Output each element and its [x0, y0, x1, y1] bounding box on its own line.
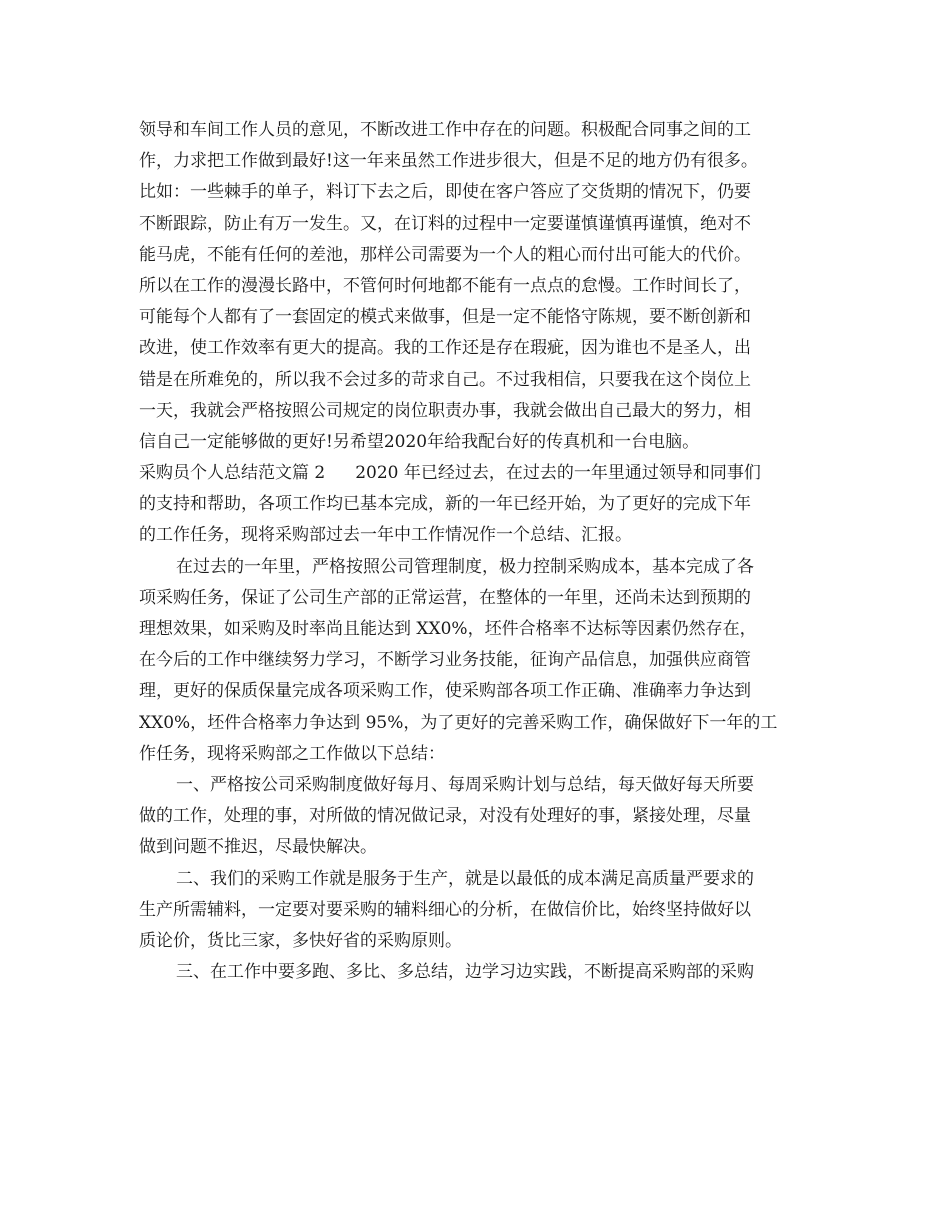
text-line: 作，力求把工作做到最好!这一年来虽然工作进步很大，但是不足的地方仍有很多。 [139, 151, 758, 172]
text-line: 领导和车间工作人员的意见，不断改进工作中存在的问题。积极配合同事之间的工 [139, 120, 751, 140]
document-body [139, 115, 829, 988]
heading-line [139, 458, 829, 489]
text-line: 三、在工作中要多跑、多比、多总结，边学习边实践，不断提高采购部的采购 [176, 962, 754, 983]
text-line: 在过去的一年里，严格按照公司管理制度，极力控制采购成本，基本完成了各 [176, 556, 754, 577]
text-line: 二、我们的采购工作就是服务于生产，就是以最低的成本满足高质量严要求的 [176, 868, 754, 889]
text-line: 比如：一些棘手的单子，料订下去之后，即使在客户答应了交货期的情况下，仍要 [139, 182, 751, 203]
text-line: 做到问题不推迟，尽最快解决。 [139, 837, 377, 858]
text-line: 质论价，货比三家，多快好省的采购原则。 [139, 930, 462, 951]
section-heading: 采购员个人总结范文篇 2 [139, 463, 326, 484]
text-line: 一、严格按公司采购制度做好每月、每周采购计划与总结，每天做好每天所要 [176, 774, 754, 795]
text-line: 的工作任务，现将采购部过去一年中工作情况作一个总结、汇报。 [139, 525, 632, 546]
text-line: XX0%，坯件合格率力争达到 95%，为了更好的完善采购工作，确保做好下一年的工 [139, 712, 778, 733]
text-line: 理想效果，如采购及时率尚且能达到 XX0%，坯件合格率不达标等因素仍然存在， [139, 619, 757, 639]
text-line: 做的工作，处理的事，对所做的情况做记录，对没有处理好的事，紧接处理，尽量 [139, 806, 751, 827]
text-line: 项采购任务，保证了公司生产部的正常运营，在整体的一年里，还尚未达到预期的 [139, 587, 751, 608]
text-line: 不断跟踪，防止有万一发生。又，在订料的过程中一定要谨慎谨慎再谨慎，绝对不 [139, 213, 751, 234]
text-line: 作任务，现将采购部之工作做以下总结： [139, 743, 445, 764]
text-line: 一天，我就会严格按照公司规定的岗位职责办事，我就会做出自己最大的努力，相 [139, 400, 751, 421]
heading-line-text: 2020 年已经过去，在过去的一年里通过领导和同事们 [355, 463, 761, 484]
paragraph-block-2 [139, 489, 829, 988]
text-line: 在今后的工作中继续努力学习，不断学习业务技能，征询产品信息，加强供应商管 [139, 650, 751, 671]
text-line: 改进，使工作效率有更大的提高。我的工作还是存在瑕疵，因为谁也不是圣人，出 [139, 338, 751, 359]
text-line: 错是在所难免的，所以我不会过多的苛求自己。不过我相信，只要我在这个岗位上 [139, 369, 751, 390]
text-line: 所以在工作的漫漫长路中，不管何时何地都不能有一点点的怠慢。工作时间长了， [139, 275, 751, 296]
text-line: 的支持和帮助，各项工作均已基本完成，新的一年已经开始，为了更好的完成下年 [139, 494, 751, 515]
text-line: 理，更好的保质保量完成各项采购工作，使采购部各项工作正确、准确率力争达到 [139, 681, 751, 702]
text-line: 信自己一定能够做的更好!另希望2020年给我配台好的传真机和一台电脑。 [139, 431, 700, 452]
text-line: 可能每个人都有了一套固定的模式来做事，但是一定不能恪守陈规，要不断创新和 [139, 307, 751, 328]
text-line: 生产所需辅料，一定要对要采购的辅料细心的分析，在做信价比，始终坚持做好以 [139, 899, 751, 920]
text-line: 能马虎，不能有任何的差池，那样公司需要为一个人的粗心而付出可能大的代价。 [139, 244, 751, 265]
paragraph-block-1 [139, 115, 829, 458]
